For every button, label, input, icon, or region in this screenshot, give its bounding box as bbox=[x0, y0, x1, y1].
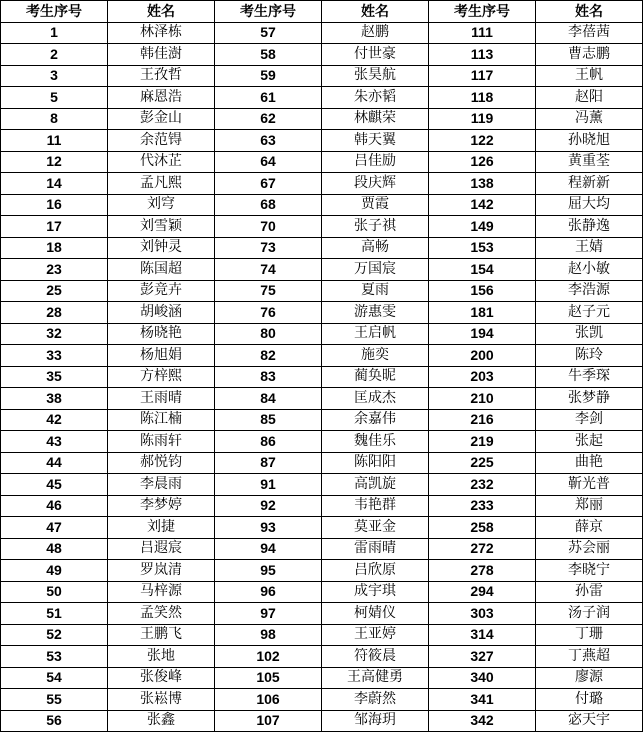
student-name-cell: 彭竞卉 bbox=[108, 280, 215, 302]
student-name-cell: 孟笑然 bbox=[108, 603, 215, 625]
table-row bbox=[1, 194, 643, 216]
table-row bbox=[1, 22, 643, 44]
student-name-cell: 宓天宇 bbox=[536, 710, 643, 732]
table-row bbox=[1, 44, 643, 66]
table-row bbox=[1, 431, 643, 453]
student-number-cell: 216 bbox=[429, 409, 536, 431]
student-number-cell: 35 bbox=[1, 366, 108, 388]
student-name-cell: 陈国超 bbox=[108, 259, 215, 281]
header-name: 姓名 bbox=[536, 1, 643, 23]
student-name-cell: 韩佳澍 bbox=[108, 44, 215, 66]
student-number-cell: 62 bbox=[215, 108, 322, 130]
student-name-cell: 苏会丽 bbox=[536, 538, 643, 560]
student-number-cell: 18 bbox=[1, 237, 108, 259]
student-name-cell: 李晨雨 bbox=[108, 474, 215, 496]
student-number-cell: 82 bbox=[215, 345, 322, 367]
student-number-cell: 28 bbox=[1, 302, 108, 324]
student-number-cell: 61 bbox=[215, 87, 322, 109]
student-name-cell: 王启帆 bbox=[322, 323, 429, 345]
student-name-cell: 屈大均 bbox=[536, 194, 643, 216]
table-row bbox=[1, 87, 643, 109]
student-number-cell: 8 bbox=[1, 108, 108, 130]
student-number-cell: 149 bbox=[429, 216, 536, 238]
student-number-cell: 294 bbox=[429, 581, 536, 603]
student-number-cell: 42 bbox=[1, 409, 108, 431]
student-name-cell: 黄重荃 bbox=[536, 151, 643, 173]
student-name-cell: 赵子元 bbox=[536, 302, 643, 324]
table-row bbox=[1, 560, 643, 582]
student-number-cell: 32 bbox=[1, 323, 108, 345]
student-number-cell: 75 bbox=[215, 280, 322, 302]
student-number-cell: 11 bbox=[1, 130, 108, 152]
student-name-cell: 施奕 bbox=[322, 345, 429, 367]
student-name-cell: 王婧 bbox=[536, 237, 643, 259]
student-name-cell: 汤子润 bbox=[536, 603, 643, 625]
student-number-cell: 113 bbox=[429, 44, 536, 66]
student-number-cell: 85 bbox=[215, 409, 322, 431]
student-number-cell: 303 bbox=[429, 603, 536, 625]
student-number-cell: 64 bbox=[215, 151, 322, 173]
student-number-cell: 80 bbox=[215, 323, 322, 345]
student-name-cell: 张昊航 bbox=[322, 65, 429, 87]
student-number-cell: 142 bbox=[429, 194, 536, 216]
header-name: 姓名 bbox=[322, 1, 429, 23]
table-row bbox=[1, 366, 643, 388]
table-row bbox=[1, 130, 643, 152]
student-number-cell: 70 bbox=[215, 216, 322, 238]
student-name-cell: 牛季琛 bbox=[536, 366, 643, 388]
student-name-cell: 韦艳群 bbox=[322, 495, 429, 517]
student-name-cell: 王雨晴 bbox=[108, 388, 215, 410]
student-name-cell: 张子祺 bbox=[322, 216, 429, 238]
student-number-cell: 111 bbox=[429, 22, 536, 44]
student-name-cell: 张鑫 bbox=[108, 710, 215, 732]
student-name-cell: 陈阳阳 bbox=[322, 452, 429, 474]
student-name-cell: 朱亦韬 bbox=[322, 87, 429, 109]
table-row bbox=[1, 108, 643, 130]
header-student-number: 考生序号 bbox=[215, 1, 322, 23]
student-number-cell: 138 bbox=[429, 173, 536, 195]
student-name-cell: 孙晓旭 bbox=[536, 130, 643, 152]
student-number-cell: 59 bbox=[215, 65, 322, 87]
student-name-cell: 薛京 bbox=[536, 517, 643, 539]
student-number-cell: 63 bbox=[215, 130, 322, 152]
student-name-cell: 杨晓艳 bbox=[108, 323, 215, 345]
student-name-cell: 杨旭娟 bbox=[108, 345, 215, 367]
student-number-cell: 97 bbox=[215, 603, 322, 625]
student-number-cell: 56 bbox=[1, 710, 108, 732]
student-number-cell: 48 bbox=[1, 538, 108, 560]
student-number-cell: 47 bbox=[1, 517, 108, 539]
header-student-number: 考生序号 bbox=[1, 1, 108, 23]
student-name-cell: 冯薰 bbox=[536, 108, 643, 130]
student-number-cell: 73 bbox=[215, 237, 322, 259]
student-name-cell: 方梓熙 bbox=[108, 366, 215, 388]
student-name-cell: 吕欣原 bbox=[322, 560, 429, 582]
table-row bbox=[1, 237, 643, 259]
student-name-cell: 万国宸 bbox=[322, 259, 429, 281]
student-name-cell: 王孜哲 bbox=[108, 65, 215, 87]
student-number-cell: 43 bbox=[1, 431, 108, 453]
student-name-cell: 曹志鹏 bbox=[536, 44, 643, 66]
table-row bbox=[1, 216, 643, 238]
student-number-cell: 52 bbox=[1, 624, 108, 646]
student-name-cell: 林麒荣 bbox=[322, 108, 429, 130]
student-name-cell: 孟凡熙 bbox=[108, 173, 215, 195]
student-number-cell: 194 bbox=[429, 323, 536, 345]
student-number-cell: 98 bbox=[215, 624, 322, 646]
student-number-cell: 25 bbox=[1, 280, 108, 302]
student-number-cell: 122 bbox=[429, 130, 536, 152]
student-name-cell: 李梦婷 bbox=[108, 495, 215, 517]
student-name-cell: 李晓宁 bbox=[536, 560, 643, 582]
student-name-cell: 麻恩浩 bbox=[108, 87, 215, 109]
student-number-cell: 46 bbox=[1, 495, 108, 517]
table-row bbox=[1, 452, 643, 474]
student-name-cell: 高凯旋 bbox=[322, 474, 429, 496]
student-name-cell: 靳光普 bbox=[536, 474, 643, 496]
student-name-cell: 郑丽 bbox=[536, 495, 643, 517]
student-number-cell: 210 bbox=[429, 388, 536, 410]
header-row bbox=[1, 1, 643, 23]
student-name-cell: 王帆 bbox=[536, 65, 643, 87]
table-row bbox=[1, 323, 643, 345]
student-name-cell: 夏雨 bbox=[322, 280, 429, 302]
student-name-cell: 余范锝 bbox=[108, 130, 215, 152]
student-name-cell: 张凯 bbox=[536, 323, 643, 345]
table-row bbox=[1, 151, 643, 173]
student-name-cell: 李蔚然 bbox=[322, 689, 429, 711]
student-name-cell: 廖源 bbox=[536, 667, 643, 689]
student-number-cell: 342 bbox=[429, 710, 536, 732]
student-name-cell: 付璐 bbox=[536, 689, 643, 711]
student-number-cell: 87 bbox=[215, 452, 322, 474]
table-row bbox=[1, 259, 643, 281]
student-number-cell: 278 bbox=[429, 560, 536, 582]
student-name-cell: 吕遐宸 bbox=[108, 538, 215, 560]
student-number-cell: 203 bbox=[429, 366, 536, 388]
table-row bbox=[1, 280, 643, 302]
student-name-cell: 段庆辉 bbox=[322, 173, 429, 195]
student-number-cell: 16 bbox=[1, 194, 108, 216]
table-row bbox=[1, 710, 643, 732]
student-number-cell: 92 bbox=[215, 495, 322, 517]
student-number-cell: 44 bbox=[1, 452, 108, 474]
student-number-cell: 105 bbox=[215, 667, 322, 689]
student-name-cell: 陈雨轩 bbox=[108, 431, 215, 453]
table-row bbox=[1, 474, 643, 496]
student-name-cell: 彭金山 bbox=[108, 108, 215, 130]
student-number-cell: 219 bbox=[429, 431, 536, 453]
student-name-cell: 王亚婷 bbox=[322, 624, 429, 646]
table-row bbox=[1, 302, 643, 324]
student-number-cell: 314 bbox=[429, 624, 536, 646]
student-number-cell: 117 bbox=[429, 65, 536, 87]
table-body bbox=[1, 22, 643, 732]
table-row bbox=[1, 388, 643, 410]
student-name-cell: 赵阳 bbox=[536, 87, 643, 109]
student-name-cell: 丁珊 bbox=[536, 624, 643, 646]
student-number-cell: 153 bbox=[429, 237, 536, 259]
student-number-cell: 91 bbox=[215, 474, 322, 496]
student-name-cell: 雷雨晴 bbox=[322, 538, 429, 560]
student-number-cell: 96 bbox=[215, 581, 322, 603]
student-name-cell: 王高健勇 bbox=[322, 667, 429, 689]
student-name-cell: 代沐芷 bbox=[108, 151, 215, 173]
student-name-cell: 孙雷 bbox=[536, 581, 643, 603]
student-name-cell: 张梦静 bbox=[536, 388, 643, 410]
header-name: 姓名 bbox=[108, 1, 215, 23]
student-name-cell: 罗岚清 bbox=[108, 560, 215, 582]
student-number-cell: 50 bbox=[1, 581, 108, 603]
student-name-cell: 陈江楠 bbox=[108, 409, 215, 431]
student-number-cell: 102 bbox=[215, 646, 322, 668]
student-name-cell: 余嘉伟 bbox=[322, 409, 429, 431]
table-row bbox=[1, 173, 643, 195]
student-number-cell: 68 bbox=[215, 194, 322, 216]
student-number-cell: 200 bbox=[429, 345, 536, 367]
student-name-cell: 匡成杰 bbox=[322, 388, 429, 410]
student-name-cell: 李蓓茜 bbox=[536, 22, 643, 44]
student-number-cell: 84 bbox=[215, 388, 322, 410]
student-name-cell: 刘捷 bbox=[108, 517, 215, 539]
student-name-cell: 贾霞 bbox=[322, 194, 429, 216]
student-number-cell: 14 bbox=[1, 173, 108, 195]
student-number-cell: 12 bbox=[1, 151, 108, 173]
student-number-cell: 2 bbox=[1, 44, 108, 66]
table-row bbox=[1, 409, 643, 431]
student-name-cell: 高畅 bbox=[322, 237, 429, 259]
student-name-cell: 刘雪颖 bbox=[108, 216, 215, 238]
student-number-cell: 51 bbox=[1, 603, 108, 625]
header-student-number: 考生序号 bbox=[429, 1, 536, 23]
student-name-cell: 成宇琪 bbox=[322, 581, 429, 603]
student-number-cell: 181 bbox=[429, 302, 536, 324]
student-name-cell: 张静逸 bbox=[536, 216, 643, 238]
student-number-cell: 119 bbox=[429, 108, 536, 130]
student-number-cell: 232 bbox=[429, 474, 536, 496]
student-name-cell: 魏佳乐 bbox=[322, 431, 429, 453]
table-row bbox=[1, 603, 643, 625]
student-number-cell: 106 bbox=[215, 689, 322, 711]
student-name-cell: 张地 bbox=[108, 646, 215, 668]
student-name-cell: 丁燕超 bbox=[536, 646, 643, 668]
student-number-cell: 156 bbox=[429, 280, 536, 302]
student-number-cell: 5 bbox=[1, 87, 108, 109]
student-number-cell: 95 bbox=[215, 560, 322, 582]
student-number-cell: 233 bbox=[429, 495, 536, 517]
student-number-cell: 3 bbox=[1, 65, 108, 87]
student-name-cell: 莫亚金 bbox=[322, 517, 429, 539]
student-number-cell: 58 bbox=[215, 44, 322, 66]
student-name-cell: 付世豪 bbox=[322, 44, 429, 66]
student-name-cell: 张崧博 bbox=[108, 689, 215, 711]
student-name-cell: 韩天翼 bbox=[322, 130, 429, 152]
student-name-cell: 程新新 bbox=[536, 173, 643, 195]
student-number-cell: 327 bbox=[429, 646, 536, 668]
student-number-cell: 38 bbox=[1, 388, 108, 410]
student-name-cell: 刘钟灵 bbox=[108, 237, 215, 259]
student-number-cell: 341 bbox=[429, 689, 536, 711]
table-row bbox=[1, 538, 643, 560]
table-row bbox=[1, 517, 643, 539]
student-name-cell: 王鹏飞 bbox=[108, 624, 215, 646]
student-number-cell: 258 bbox=[429, 517, 536, 539]
student-name-cell: 郝悦钧 bbox=[108, 452, 215, 474]
student-number-cell: 55 bbox=[1, 689, 108, 711]
table-row bbox=[1, 495, 643, 517]
table-row bbox=[1, 345, 643, 367]
student-number-cell: 118 bbox=[429, 87, 536, 109]
student-number-cell: 45 bbox=[1, 474, 108, 496]
student-name-cell: 林泽栋 bbox=[108, 22, 215, 44]
student-name-cell: 赵鹏 bbox=[322, 22, 429, 44]
table-row bbox=[1, 667, 643, 689]
student-number-cell: 154 bbox=[429, 259, 536, 281]
student-name-cell: 柯婧仪 bbox=[322, 603, 429, 625]
student-number-cell: 93 bbox=[215, 517, 322, 539]
student-number-cell: 57 bbox=[215, 22, 322, 44]
student-number-cell: 94 bbox=[215, 538, 322, 560]
student-number-cell: 74 bbox=[215, 259, 322, 281]
student-name-cell: 符筱晨 bbox=[322, 646, 429, 668]
student-number-cell: 76 bbox=[215, 302, 322, 324]
student-number-cell: 23 bbox=[1, 259, 108, 281]
student-name-cell: 邹海玥 bbox=[322, 710, 429, 732]
student-name-cell: 胡峻涵 bbox=[108, 302, 215, 324]
student-number-cell: 67 bbox=[215, 173, 322, 195]
student-number-cell: 83 bbox=[215, 366, 322, 388]
student-name-cell: 吕佳励 bbox=[322, 151, 429, 173]
student-name-cell: 刘穹 bbox=[108, 194, 215, 216]
student-number-cell: 340 bbox=[429, 667, 536, 689]
student-number-cell: 49 bbox=[1, 560, 108, 582]
student-number-cell: 86 bbox=[215, 431, 322, 453]
student-number-cell: 53 bbox=[1, 646, 108, 668]
student-number-cell: 126 bbox=[429, 151, 536, 173]
student-number-cell: 107 bbox=[215, 710, 322, 732]
student-name-cell: 曲艳 bbox=[536, 452, 643, 474]
table-row bbox=[1, 624, 643, 646]
student-name-cell: 游惠雯 bbox=[322, 302, 429, 324]
student-number-cell: 272 bbox=[429, 538, 536, 560]
student-number-cell: 33 bbox=[1, 345, 108, 367]
student-name-cell: 李浩源 bbox=[536, 280, 643, 302]
student-number-cell: 225 bbox=[429, 452, 536, 474]
table-row bbox=[1, 581, 643, 603]
table-row bbox=[1, 689, 643, 711]
student-name-cell: 蔺奂昵 bbox=[322, 366, 429, 388]
student-name-cell: 张俊峰 bbox=[108, 667, 215, 689]
student-name-cell: 马梓源 bbox=[108, 581, 215, 603]
student-name-cell: 陈玲 bbox=[536, 345, 643, 367]
table-row bbox=[1, 646, 643, 668]
student-name-cell: 赵小敏 bbox=[536, 259, 643, 281]
student-number-cell: 17 bbox=[1, 216, 108, 238]
student-name-cell: 李剑 bbox=[536, 409, 643, 431]
table-row bbox=[1, 65, 643, 87]
student-number-cell: 54 bbox=[1, 667, 108, 689]
student-name-cell: 张起 bbox=[536, 431, 643, 453]
student-number-cell: 1 bbox=[1, 22, 108, 44]
